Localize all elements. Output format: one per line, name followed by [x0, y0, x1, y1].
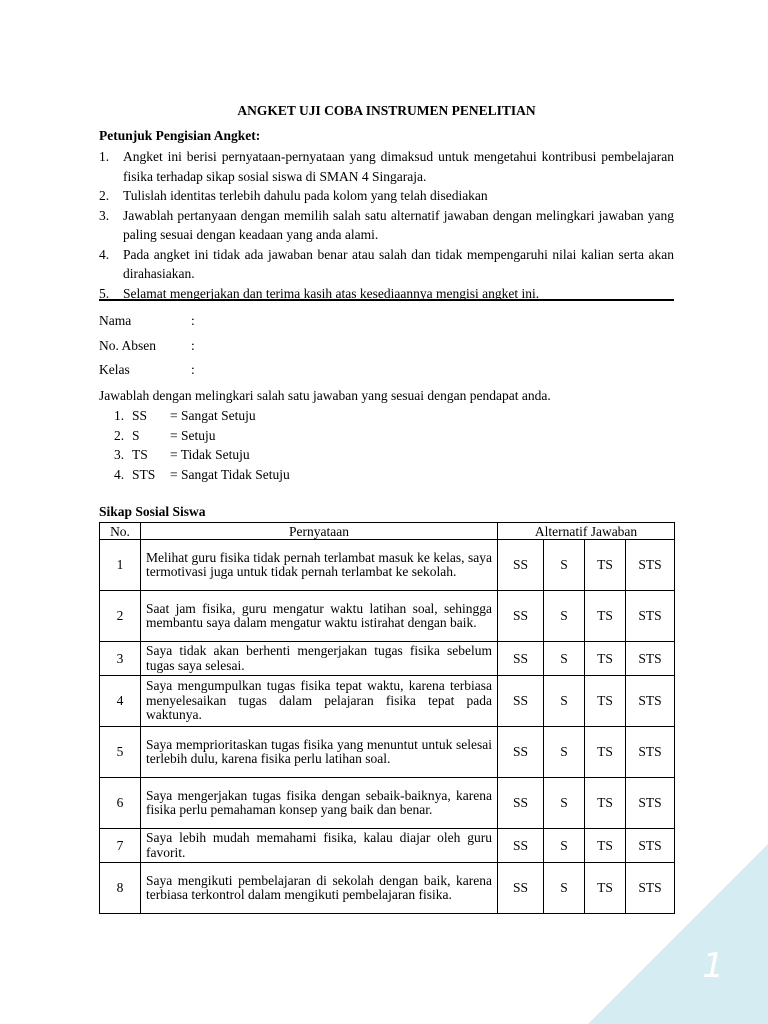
name-colon: :	[191, 313, 195, 328]
instruction-item: 4. Pada angket ini tidak ada jawaban benar atau salah dan tidak mempengaruhi nilai kalian serta akan dirahasiakan.	[99, 246, 674, 281]
row-number: 5	[100, 727, 141, 778]
table-row	[100, 676, 675, 727]
scale-item: 4. STS = Sangat Tidak Setuju	[114, 466, 290, 482]
statement-text: Saya lebih mudah memahami fisika, kalau diajar oleh guru favorit.	[141, 829, 498, 863]
answer-option-s[interactable]: S	[544, 642, 585, 676]
answer-option-s[interactable]: S	[544, 829, 585, 863]
answer-option-ts[interactable]: TS	[585, 829, 626, 863]
header-statement: Pernyataan	[141, 523, 498, 540]
statement-text: Saya mengumpulkan tugas fisika tepat waktu, karena terbiasa menyelesaikan tugas dalam pelajaran fisika tepat pada waktunya.	[141, 676, 498, 727]
answer-option-ss[interactable]: SS	[498, 676, 544, 727]
instructions-heading: Petunjuk Pengisian Angket:	[99, 128, 261, 143]
table-row	[100, 540, 675, 591]
row-number: 7	[100, 829, 141, 863]
statement-text: Saya tidak akan berhenti mengerjakan tugas fisika sebelum tugas saya selesai.	[141, 642, 498, 676]
answer-option-s[interactable]: S	[544, 727, 585, 778]
answer-option-sts[interactable]: STS	[626, 591, 675, 642]
answer-option-s[interactable]: S	[544, 778, 585, 829]
answer-option-ss[interactable]: SS	[498, 863, 544, 914]
answer-option-ts[interactable]: TS	[585, 863, 626, 914]
answer-option-s[interactable]: S	[544, 540, 585, 591]
section-heading: Sikap Sosial Siswa	[99, 504, 206, 519]
answer-option-s[interactable]: S	[544, 863, 585, 914]
answer-option-ss[interactable]: SS	[498, 642, 544, 676]
answer-option-ss[interactable]: SS	[498, 591, 544, 642]
header-no: No.	[100, 523, 141, 540]
row-number: 2	[100, 591, 141, 642]
answer-option-sts[interactable]: STS	[626, 642, 675, 676]
class-field[interactable]	[99, 362, 399, 378]
absen-label: No. Absen	[99, 338, 156, 353]
answer-option-s[interactable]: S	[544, 591, 585, 642]
answer-option-ss[interactable]: SS	[498, 540, 544, 591]
absen-field[interactable]	[99, 338, 399, 354]
answer-option-ts[interactable]: TS	[585, 727, 626, 778]
instruction-item: 2. Tulislah identitas terlebih dahulu pada kolom yang telah disediakan	[99, 188, 488, 203]
scale-item: 3. TS = Tidak Setuju	[114, 447, 250, 462]
instruction-item: 3. Jawablah pertanyaan dengan memilih salah satu alternatif jawaban dengan melingkari jawaban yang paling sesuai dengan keadaan yang anda alami.	[99, 207, 674, 242]
horizontal-rule	[99, 299, 674, 301]
answer-option-ts[interactable]: TS	[585, 591, 626, 642]
name-field[interactable]	[99, 313, 399, 329]
row-number: 3	[100, 642, 141, 676]
table-row	[100, 778, 675, 829]
answer-option-sts[interactable]: STS	[626, 863, 675, 914]
answer-option-s[interactable]: S	[544, 676, 585, 727]
statement-text: Saya mengerjakan tugas fisika dengan sebaik-baiknya, karena fisika perlu pemahaman konsep yang baik dan benar.	[141, 778, 498, 829]
answer-option-sts[interactable]: STS	[626, 727, 675, 778]
table-row	[100, 591, 675, 642]
table-row	[100, 642, 675, 676]
statement-text: Saat jam fisika, guru mengatur waktu latihan soal, sehingga membantu saya dalam mengatur waktu istirahat dengan baik.	[141, 591, 498, 642]
answer-option-ss[interactable]: SS	[498, 727, 544, 778]
answer-option-ss[interactable]: SS	[498, 778, 544, 829]
scale-item: 1. SS = Sangat Setuju	[114, 408, 256, 423]
row-number: 6	[100, 778, 141, 829]
answer-option-ss[interactable]: SS	[498, 829, 544, 863]
row-number: 4	[100, 676, 141, 727]
answer-option-sts[interactable]: STS	[626, 540, 675, 591]
class-label: Kelas	[99, 362, 130, 377]
table-row	[100, 727, 675, 778]
header-options: Alternatif Jawaban	[498, 523, 675, 540]
answer-option-ts[interactable]: TS	[585, 676, 626, 727]
instruction-item: 1. Angket ini berisi pernyataan-pernyataan yang dimaksud untuk mengetahui kontribusi pembelajaran fisika terhadap sikap sosial siswa di SMAN 4 Singaraja.	[99, 149, 674, 184]
statement-text: Saya memprioritaskan tugas fisika yang menuntut untuk selesai terlebih dulu, karena fisika perlu latihan soal.	[141, 727, 498, 778]
table-header-row	[100, 523, 675, 540]
answer-instruction: Jawablah dengan melingkari salah satu jawaban yang sesuai dengan pendapat anda.	[99, 388, 551, 403]
instructions-list	[99, 147, 674, 303]
absen-colon: :	[191, 338, 195, 353]
statement-text: Melihat guru fisika tidak pernah terlambat masuk ke kelas, saya termotivasi juga untuk tidak pernah terlambat ke sekolah.	[141, 540, 498, 591]
name-label: Nama	[99, 313, 132, 328]
document-title: ANGKET UJI COBA INSTRUMEN PENELITIAN	[237, 103, 536, 118]
row-number: 1	[100, 540, 141, 591]
answer-option-ts[interactable]: TS	[585, 778, 626, 829]
answer-option-sts[interactable]: STS	[626, 829, 675, 863]
scale-item: 2. S = Setuju	[114, 427, 216, 443]
answer-scale-list	[114, 406, 290, 484]
answer-option-sts[interactable]: STS	[626, 676, 675, 727]
corner-page-decoration	[588, 844, 768, 1024]
answer-option-ts[interactable]: TS	[585, 642, 626, 676]
instruction-item: 5. Selamat mengerjakan dan terima kasih atas kesediaannya mengisi angket ini.	[99, 285, 540, 301]
page-number: 1	[702, 946, 724, 986]
answer-option-sts[interactable]: STS	[626, 778, 675, 829]
row-number: 8	[100, 863, 141, 914]
answer-option-ts[interactable]: TS	[585, 540, 626, 591]
statement-text: Saya mengikuti pembelajaran di sekolah dengan baik, karena terbiasa terkontrol dalam mengikuti pembelajaran fisika.	[141, 863, 498, 914]
class-colon: :	[191, 362, 195, 377]
